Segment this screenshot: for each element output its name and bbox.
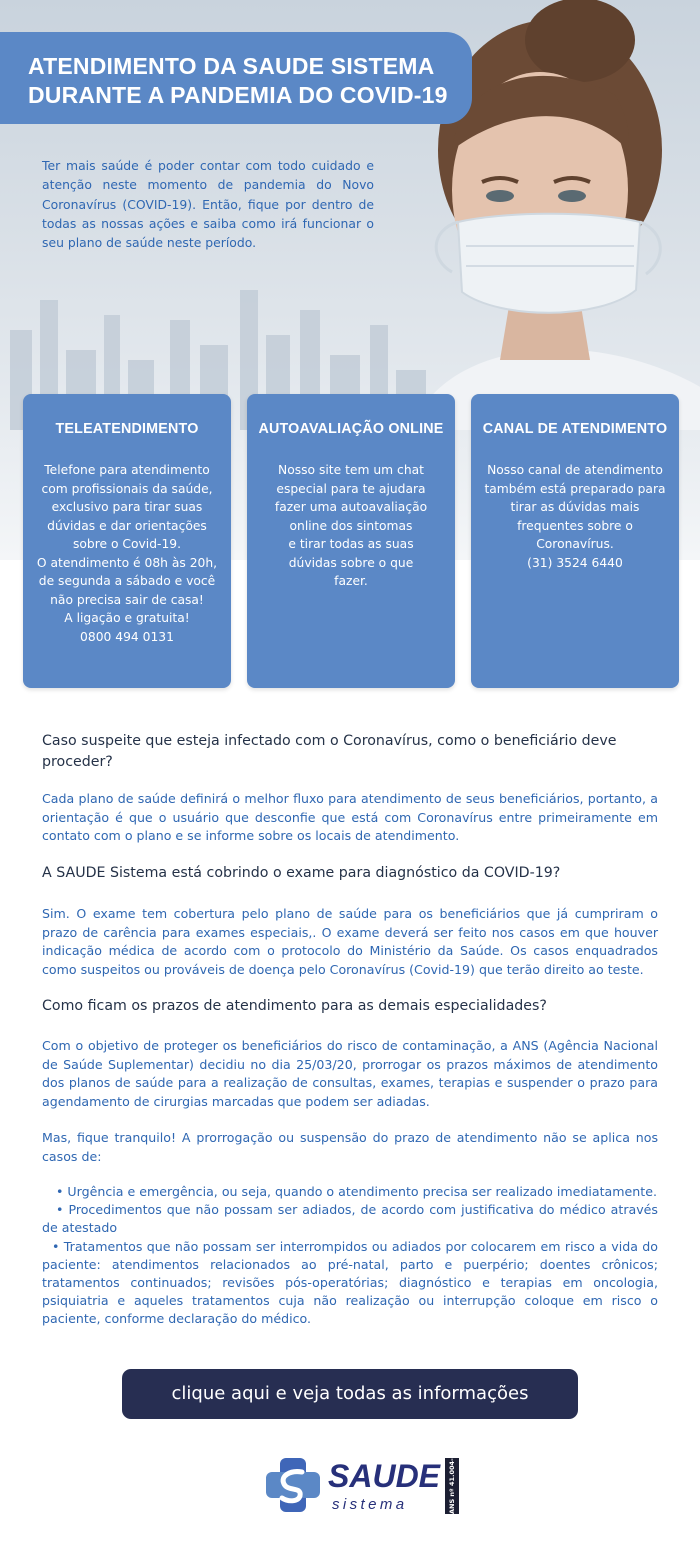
card-title: CANAL DE ATENDIMENTO — [482, 421, 668, 437]
card-line: exclusivo para tirar suas — [51, 500, 203, 514]
card-line: Coronavírus. — [536, 537, 614, 551]
card-line: de segunda a sábado e você — [38, 574, 216, 588]
card-line: e tirar todas as suas — [288, 537, 414, 551]
ans-registration-badge: ANS nº 41.004-7 — [445, 1458, 459, 1514]
page-title-line-1: ATENDIMENTO DA SAUDE SISTEMA — [28, 53, 435, 79]
card-title: TELEATENDIMENTO — [55, 421, 199, 437]
card-body — [479, 461, 671, 572]
card-line: Telefone para atendimento — [44, 463, 210, 477]
card-teleatendimento — [23, 394, 231, 688]
list-item: • Procedimentos que não possam ser adiados, de acordo com justificativa do médico através de atestado — [42, 1202, 658, 1236]
brand-name: SAUDE — [328, 1458, 441, 1494]
card-line: não precisa sair de casa! — [50, 592, 204, 607]
card-line: sobre o Covid-19. — [72, 537, 182, 551]
faq-answer-1: Cada plano de saúde definirá o melhor fluxo para atendimento de seus beneficiários, portanto, a orientação é que o usuário que desconfie que está com Coronavírus entre primeiramente em contato com o plano e se informe sobre os locais de atendimento. — [42, 791, 658, 844]
faq-question-3: Como ficam os prazos de atendimento para as demais especialidades? — [42, 998, 547, 1014]
see-all-info-button[interactable]: clique aqui e veja todas as informações — [122, 1369, 578, 1419]
card-line: A ligação e gratuita! — [64, 611, 190, 625]
card-canal-atendimento — [471, 394, 679, 688]
exceptions-list — [42, 1183, 658, 1329]
list-item: • Urgência e emergência, ou seja, quando o atendimento precisa ser realizado imediatamente. — [56, 1184, 657, 1199]
card-body — [255, 461, 447, 591]
card-line: também está preparado para — [484, 481, 666, 496]
card-line: fazer uma autoavaliação — [274, 500, 428, 514]
card-line: tirar as dúvidas mais — [510, 500, 640, 514]
card-line: especial para te ajudara — [276, 481, 426, 496]
title-banner — [0, 32, 472, 124]
brand-subtitle: sistema — [332, 1496, 408, 1513]
faq-answer-2: Sim. O exame tem cobertura pelo plano de saúde para os beneficiários que já cumpriram o prazo de carência para exames especiais,. O exame deverá ser feito nos casos em que houver indicação médica de acordo com o protocolo do Ministério da Saúde. Os casos enquadrados como suspeitos ou prováveis de doença pelo Coronavírus (Covid-19) que terão direito ao teste. — [42, 906, 658, 977]
card-title: AUTOAVALIAÇÃO ONLINE — [258, 421, 444, 437]
card-body — [31, 461, 223, 646]
card-line: Nosso canal de atendimento — [487, 463, 663, 477]
card-line: online dos sintomas — [289, 518, 413, 533]
card-line: com profissionais da saúde, — [41, 481, 213, 496]
faq-question-2: A SAUDE Sistema está cobrindo o exame para diagnóstico da COVID-19? — [42, 865, 561, 881]
faq-answer-3: Com o objetivo de proteger os beneficiários do risco de contaminação, a ANS (Agência Nacional de Saúde Suplementar) decidiu no dia 25/03/20, prorrogar os prazos máximos de atendimento dos planos de saúde para a realização de consultas, exames, terapias e suspender o prazo para agendamento de cirurgias marcadas que podem ser adiadas. — [42, 1038, 658, 1109]
card-line: fazer. — [334, 574, 368, 588]
card-line: frequentes sobre o — [517, 518, 633, 533]
saude-cross-icon — [262, 1454, 322, 1514]
card-line: dúvidas sobre o que — [288, 555, 414, 570]
phone-number[interactable]: 0800 494 0131 — [80, 629, 174, 644]
phone-number[interactable]: (31) 3524 6440 — [527, 555, 623, 570]
faq-question-1: Caso suspeite que esteja infectado com o Coronavírus, como o beneficiário deve proceder? — [42, 733, 617, 770]
faq-answer-3-note: Mas, fique tranquilo! A prorrogação ou suspensão do prazo de atendimento não se aplica nos casos de: — [42, 1130, 658, 1164]
list-item: • Tratamentos que não possam ser interrompidos ou adiados por colocarem em risco a vida do paciente: atendimentos relacionados ao pré-natal, parto e puerpério; doentes crônicos; tratamentos continuados; revisões pós-operatórias; diagnóstico e terapias em oncologia, psiquiatria e aqueles tratamentos cuja não realização ou interrupção coloque em risco o paciente, conforme declaração do médico. — [42, 1238, 658, 1327]
intro-paragraph: Ter mais saúde é poder contar com todo cuidado e atenção neste momento de pandemia do Novo Coronavírus (COVID-19). Então, fique por dentro de todas as nossas ações e saiba como irá funcionar o seu plano de saúde neste período. — [42, 158, 374, 251]
card-autoavaliacao — [247, 394, 455, 688]
saude-sistema-logo[interactable] — [262, 1452, 462, 1522]
card-line: dúvidas e dar orientações — [47, 518, 207, 533]
page-title-line-2: DURANTE A PANDEMIA DO COVID-19 — [28, 82, 448, 108]
card-line: Nosso site tem um chat — [278, 463, 424, 477]
card-line: O atendimento é 08h às 20h, — [36, 555, 218, 570]
